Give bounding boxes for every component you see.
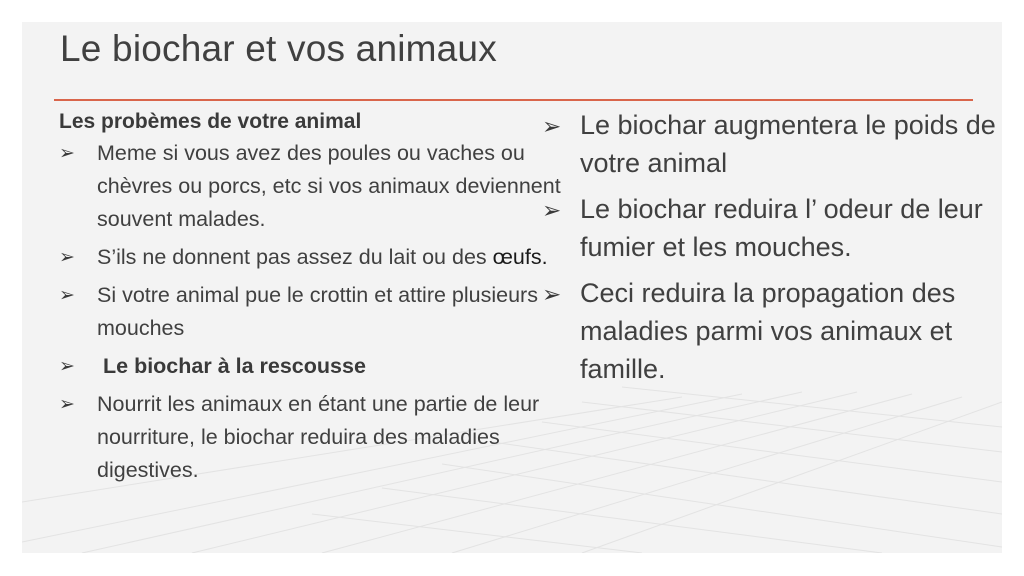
bullet-text: Le biochar à la rescousse	[103, 354, 366, 378]
arrow-bullet-icon: ➢	[542, 197, 562, 223]
title-divider	[54, 99, 973, 101]
bullet-item	[59, 279, 564, 345]
bullet-text: Le biochar reduira l’ odeur de leur fumier et les mouches.	[580, 194, 983, 262]
slide	[22, 22, 1002, 553]
problems-heading: Les probèmes de votre animal	[59, 110, 362, 133]
arrow-bullet-icon: ➢	[59, 247, 75, 268]
bullet-text: Si votre animal pue le crottin et attire plusieurs mouches	[97, 283, 538, 340]
bullet-text: Meme si vous avez des poules ou vaches ou chèvres ou porcs, etc si vos animaux deviennent souvent malades.	[97, 141, 561, 231]
bullet-text-emphasis: œufs.	[492, 245, 548, 269]
bullet-item	[59, 241, 564, 274]
bullet-item	[542, 106, 1002, 182]
bullet-text: Ceci reduira la propagation des maladies parmi vos animaux et famille.	[580, 278, 956, 384]
arrow-bullet-icon: ➢	[59, 356, 75, 377]
arrow-bullet-icon: ➢	[542, 281, 562, 307]
arrow-bullet-icon: ➢	[542, 113, 562, 139]
bullet-item	[59, 137, 564, 236]
arrow-bullet-icon: ➢	[59, 394, 75, 415]
left-column	[59, 110, 564, 492]
right-column	[542, 106, 1002, 396]
arrow-bullet-icon: ➢	[59, 143, 75, 164]
bullet-item	[59, 388, 564, 487]
slide-title: Le biochar et vos animaux	[60, 28, 497, 69]
arrow-bullet-icon: ➢	[59, 285, 75, 306]
bullet-text: S’ils ne donnent pas assez du lait ou des	[97, 245, 493, 269]
bullet-item	[542, 190, 1002, 266]
bullet-text: Le biochar augmentera le poids de votre animal	[580, 110, 996, 178]
bullet-item	[542, 274, 1002, 388]
bullet-text: Nourrit les animaux en étant une partie de leur nourriture, le biochar reduira des maladies digestives.	[97, 392, 540, 482]
bullet-item-subheading	[59, 350, 564, 383]
